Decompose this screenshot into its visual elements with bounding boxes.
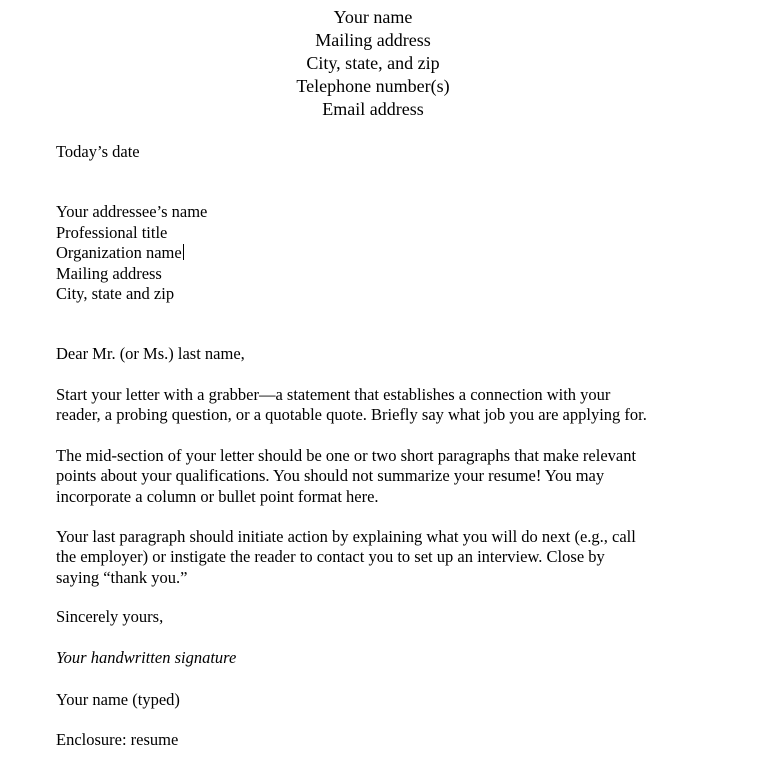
sender-city-state-zip: City, state, and zip xyxy=(306,53,440,73)
recipient-title: Professional title xyxy=(56,222,168,242)
paragraph-line: Start your letter with a grabber—a statement that establishes a connection with your xyxy=(56,385,611,404)
recipient-organization-line[interactable] xyxy=(56,243,726,264)
recipient-organization: Organization name xyxy=(56,243,182,262)
typed-name xyxy=(56,690,726,711)
recipient-city-state-zip: City, state and zip xyxy=(56,284,175,303)
paragraph-line: saying “thank you.” xyxy=(56,567,188,587)
salutation xyxy=(56,344,726,365)
closing-text: Sincerely yours, xyxy=(56,607,164,626)
closing xyxy=(56,607,726,628)
recipient-block xyxy=(56,202,726,305)
enclosure xyxy=(56,730,726,751)
text-cursor xyxy=(183,244,184,260)
paragraph-line: Your last paragraph should initiate action by explaining what you will do next (e.g., call xyxy=(56,527,636,546)
sender-mailing-address: Mailing address xyxy=(315,30,431,50)
typed-name-text: Your name (typed) xyxy=(56,690,180,709)
salutation-text: Dear Mr. (or Ms.) last name, xyxy=(56,344,245,363)
body-paragraph-2 xyxy=(56,446,726,507)
sender-telephone: Telephone number(s) xyxy=(296,76,450,96)
signature xyxy=(56,648,726,669)
body-paragraph-1 xyxy=(56,385,726,426)
sender-block xyxy=(0,6,746,121)
paragraph-line: incorporate a column or bullet point format here. xyxy=(56,486,379,506)
paragraph-line: the employer) or instigate the reader to contact you to set up an interview. Close by xyxy=(56,547,605,567)
paragraph-line: reader, a probing question, or a quotable quote. Briefly say what job you are applying for. xyxy=(56,405,647,425)
recipient-name: Your addressee’s name xyxy=(56,202,208,221)
sender-email: Email address xyxy=(322,99,424,119)
paragraph-line: The mid-section of your letter should be one or two short paragraphs that make relevant xyxy=(56,446,637,465)
signature-text: Your handwritten signature xyxy=(56,648,237,667)
sender-name: Your name xyxy=(333,7,413,27)
paragraph-line: points about your qualifications. You should not summarize your resume! You may xyxy=(56,466,605,486)
date-line xyxy=(56,142,726,163)
enclosure-text: Enclosure: resume xyxy=(56,730,179,749)
recipient-mailing-address: Mailing address xyxy=(56,263,162,283)
date-text: Today’s date xyxy=(56,142,140,161)
body-paragraph-3 xyxy=(56,527,726,588)
